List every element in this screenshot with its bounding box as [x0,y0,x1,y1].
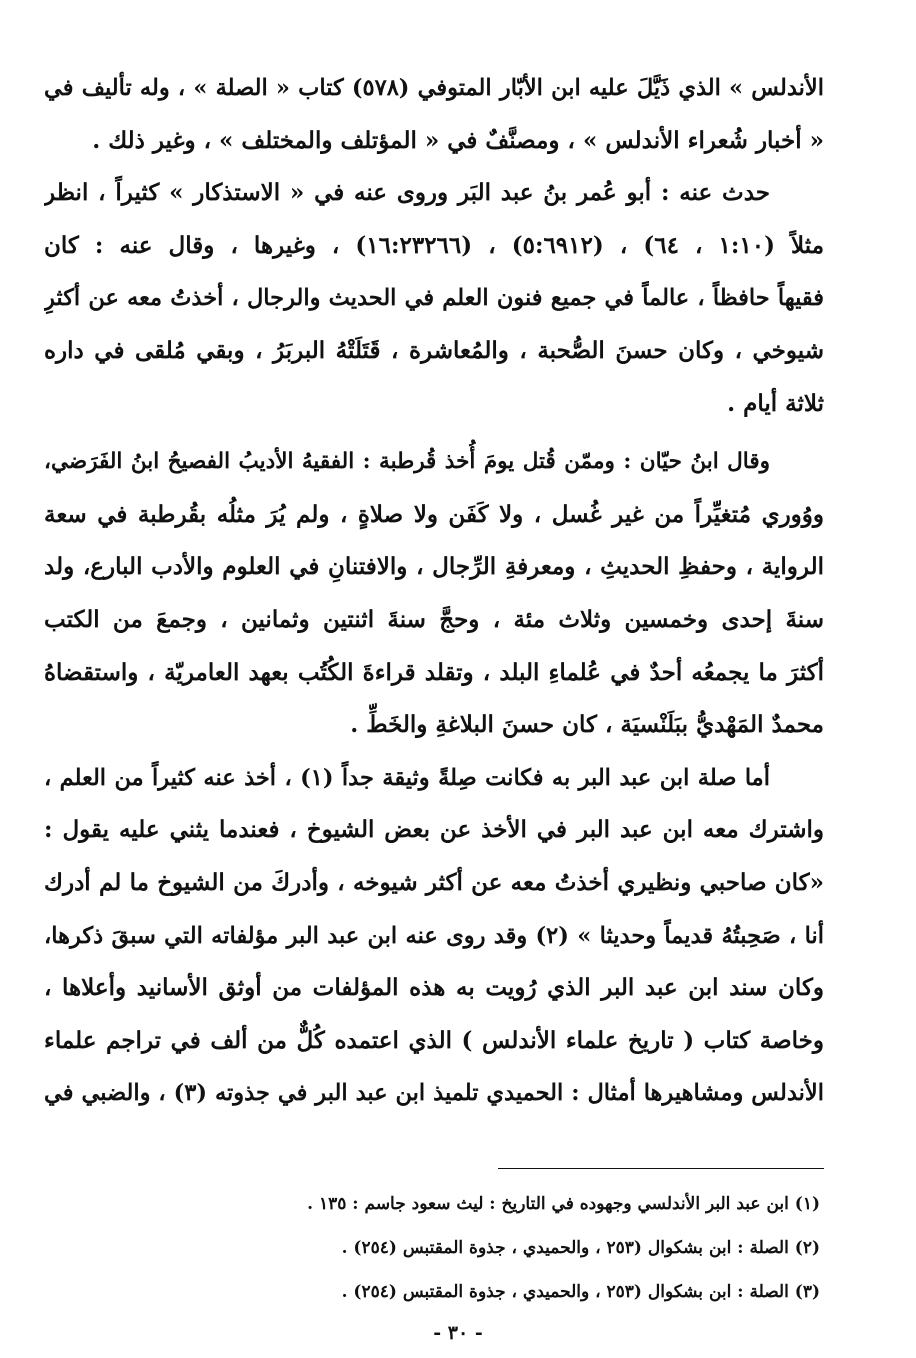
footnote: (٣) الصلة : ابن بشكوال (٢٥٣ ، والحميدي ، جذوة المقتبس (٢٥٤) . [341,1282,820,1302]
text-line: وقال ابنُ حيّان : وممّن قُتل يومَ أُخذ قُرطبة : الفقيهُ الأديبُ الفصيحُ ابنُ الفَرَضي، [44,449,770,475]
text-line: الأندلس ومشاهيرها أمثال : الحميدي تلميذ ابن عبد البر في جذوته (٣) ، والضبي في [44,1080,824,1107]
text-line: فقيهاً حافظاً ، عالماً في جميع فنون العلم في الحديث والرجال ، أخذتُ معه عن أكثرِ [44,285,824,312]
text-line: مثلاً (١:١٠ ، ٦٤) ، (٥:٦٩١٢) ، (١٦:٢٣٢٦٦) ، وغيرها ، وقال عنه : كان [44,231,824,259]
footnote: (١) ابن عبد البر الأندلسي وجهوده في التاريخ : ليث سعود جاسم : ١٣٥ . [307,1194,820,1214]
text-line: حدث عنه : أبو عُمر بنُ عبد البَر وروى عنه في « الاستذكار » كثيراً ، انظر [44,179,770,207]
text-line: واشترك معه ابن عبد البر في الأخذ عن بعض الشيوخ ، فعندما يثني عليه يقول : [44,816,824,844]
text-line: شيوخي ، وكان حسنَ الصُّحبة ، والمُعاشرة ، قَتَلَتْهُ البربَرُ ، وبقي مُلقى في داره [44,336,824,364]
main-text [44,62,824,1120]
footnote: (٢) الصلة : ابن بشكوال (٢٥٣ ، والحميدي ، جذوة المقتبس (٢٥٤) . [341,1238,820,1258]
text-line: وكان سند ابن عبد البر الذي رُويت به هذه المؤلفات من أوثق الأسانيد وأعلاها ، [44,974,824,1002]
text-line: أنا ، صَحِبتُهُ قديماً وحديثا » (٢) وقد روى عنه ابن عبد البر مؤلفاته التي سبقَ ذكرها، [44,922,824,949]
text-line: سنةَ إحدى وخمسين وثلاث مئة ، وحجَّ سنةَ اثنتين وثمانين ، وجمعَ من الكتب [44,605,824,633]
text-line: « أخبار شُعراء الأندلس » ، ومصنَّفٌ في « المؤتلف والمختلف » ، وغير ذلك . [92,126,824,154]
text-line: أكثرَ ما يجمعُه أحدٌ في عُلماءِ البلد ، وتقلد قراءةَ الكُتُب بعهد العامريّة ، واستقضاهُ [44,658,824,686]
text-line: أما صلة ابن عبد البر به فكانت صِلةً وثيقة جداً (١) ، أخذ عنه كثيراً من العلم ، [44,764,770,791]
text-line: الأندلس » الذي ذَيَّلَ عليه ابن الأبّار المتوفي (٥٧٨) كتاب « الصلة » ، وله تأليف في [44,75,824,101]
footnotes [80,1182,820,1314]
text-line: «كان صاحبي ونظيري أخذتُ معه عن أكثر شيوخه ، وأدركَ من الشيوخ ما لم أدرك [44,868,824,896]
page-number: - ٣٠ - [433,1322,483,1344]
text-line: الرواية ، وحفظِ الحديثِ ، ومعرفةِ الرِّجال ، والافتنانِ في العلوم والأدب البارع، ولد [44,553,824,581]
footnote-divider [498,1168,824,1169]
text-line: محمدٌ المَهْديُّ ببَلَنْسيَة ، كان حسنَ البلاغةِ والخَطِّ . [350,711,824,739]
text-line: ووُوري مُتغيِّراً من غير غُسل ، ولا كَفَن ولا صلاةٍ ، ولم يُرَ مثلُه بقُرطبة في سعة [44,500,824,528]
text-line: ثلاثة أيام . [727,389,824,417]
text-line: وخاصة كتاب ( تاريخ علماء الأندلس ) الذي اعتمده كُلٌّ من ألف في تراجم علماء [44,1026,824,1054]
